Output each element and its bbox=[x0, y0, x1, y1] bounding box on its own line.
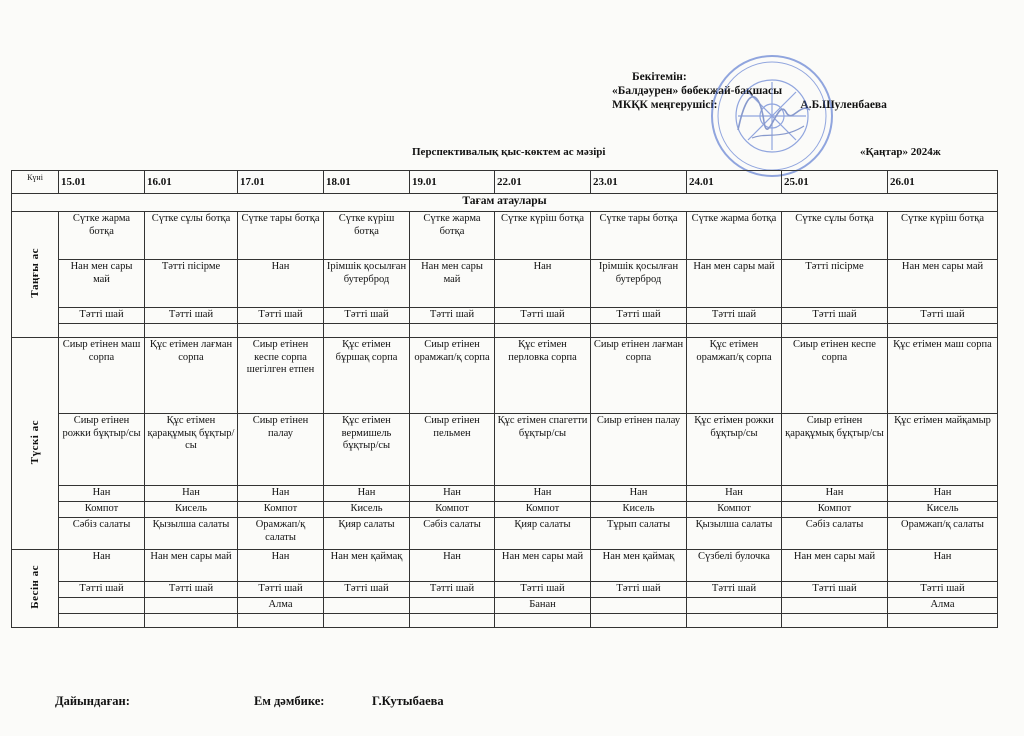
menu-cell: Сиыр етінен пельмен bbox=[410, 414, 495, 486]
menu-cell: Құс етімен орамжап/қ сорпа bbox=[687, 338, 782, 414]
lunch-row bbox=[12, 414, 998, 486]
snack-row bbox=[12, 598, 998, 614]
menu-cell: Нан bbox=[782, 486, 888, 502]
menu-cell: Нан bbox=[495, 260, 591, 308]
menu-cell: Құс етімен спагетти бұқтыр/сы bbox=[495, 414, 591, 486]
menu-cell: Нан мен сары май bbox=[410, 260, 495, 308]
menu-cell: Компот bbox=[238, 502, 324, 518]
menu-cell: Тәтті шай bbox=[324, 308, 410, 324]
dates-row bbox=[12, 171, 998, 194]
menu-cell: Құс етімен бұршақ сорпа bbox=[324, 338, 410, 414]
menu-cell bbox=[238, 324, 324, 338]
menu-cell bbox=[591, 598, 687, 614]
menu-cell: Нан bbox=[495, 486, 591, 502]
breakfast-row bbox=[12, 308, 998, 324]
menu-cell bbox=[687, 598, 782, 614]
menu-cell: Тәтті шай bbox=[782, 308, 888, 324]
menu-cell: Кисель bbox=[145, 502, 238, 518]
menu-cell bbox=[495, 324, 591, 338]
menu-cell: Құс етімен маш сорпа bbox=[888, 338, 998, 414]
menu-cell: Құс етімен қарақұмық бұқтыр/сы bbox=[145, 414, 238, 486]
menu-cell bbox=[888, 614, 998, 628]
menu-cell: Сиыр етінен маш сорпа bbox=[59, 338, 145, 414]
menu-cell bbox=[410, 614, 495, 628]
menu-cell: Тәтті шай bbox=[410, 308, 495, 324]
menu-cell: Ірімшік қосылған бутерброд bbox=[324, 260, 410, 308]
menu-cell: Қызылша салаты bbox=[687, 518, 782, 550]
menu-cell: Сиыр етінен рожки бұқтыр/сы bbox=[59, 414, 145, 486]
menu-cell: Нан bbox=[888, 486, 998, 502]
menu-cell: Тәтті шай bbox=[495, 308, 591, 324]
menu-cell: Сүтке жарма ботқа bbox=[59, 212, 145, 260]
menu-cell: Тәтті шай bbox=[888, 308, 998, 324]
menu-cell: Нан bbox=[238, 550, 324, 582]
menu-cell: Нан bbox=[410, 486, 495, 502]
lunch-row bbox=[12, 502, 998, 518]
menu-cell: Нан bbox=[591, 486, 687, 502]
menu-cell: Қияр салаты bbox=[324, 518, 410, 550]
menu-cell bbox=[591, 324, 687, 338]
menu-cell: Тәтті шай bbox=[410, 582, 495, 598]
menu-cell bbox=[495, 614, 591, 628]
dishes-subtitle: Тағам атаулары bbox=[12, 194, 998, 212]
menu-cell: Сиыр етінен орамжап/қ сорпа bbox=[410, 338, 495, 414]
menu-cell: Нан мен сары май bbox=[888, 260, 998, 308]
menu-cell: Нан bbox=[59, 486, 145, 502]
menu-cell: Тәтті шай bbox=[591, 308, 687, 324]
approval-heading: Бекітемін: bbox=[632, 71, 687, 83]
menu-cell: Сиыр етінен палау bbox=[591, 414, 687, 486]
menu-cell: Сүзбелі булочка bbox=[687, 550, 782, 582]
menu-cell bbox=[59, 614, 145, 628]
snack-label: Бесін ас bbox=[28, 564, 41, 609]
menu-cell: Кисель bbox=[888, 502, 998, 518]
menu-cell: Құс етімен вермишель бұқтыр/сы bbox=[324, 414, 410, 486]
menu-cell: Сиыр етінен лағман сорпа bbox=[591, 338, 687, 414]
menu-cell: Орамжап/қ салаты bbox=[888, 518, 998, 550]
menu-cell bbox=[145, 324, 238, 338]
lunch-row bbox=[12, 518, 998, 550]
menu-cell bbox=[591, 614, 687, 628]
date-cell: 19.01 bbox=[410, 171, 495, 194]
nurse-label: Ем дәмбике: bbox=[254, 694, 325, 708]
menu-cell bbox=[410, 324, 495, 338]
menu-cell: Компот bbox=[782, 502, 888, 518]
menu-cell: Сиыр етінен кеспе сорпа bbox=[782, 338, 888, 414]
lunch-label-cell bbox=[12, 338, 59, 550]
menu-cell: Тәтті шай bbox=[687, 582, 782, 598]
snack-row bbox=[12, 614, 998, 628]
approval-signer-name: А.Б.Шуленбаева bbox=[800, 99, 887, 111]
menu-cell: Нан bbox=[687, 486, 782, 502]
menu-cell: Нан мен қаймақ bbox=[591, 550, 687, 582]
menu-cell: Қызылша салаты bbox=[145, 518, 238, 550]
menu-cell: Құс етімен майқамыр bbox=[888, 414, 998, 486]
menu-cell: Тәтті шай bbox=[888, 582, 998, 598]
menu-cell: Сүтке күріш ботқа bbox=[888, 212, 998, 260]
snack-row bbox=[12, 582, 998, 598]
menu-cell: Алма bbox=[888, 598, 998, 614]
menu-cell: Ірімшік қосылған бутерброд bbox=[591, 260, 687, 308]
snack-label-cell bbox=[12, 550, 59, 628]
menu-cell: Нан bbox=[59, 550, 145, 582]
menu-cell: Сүтке жарма ботқа bbox=[410, 212, 495, 260]
menu-cell bbox=[59, 598, 145, 614]
menu-cell: Нан мен қаймақ bbox=[324, 550, 410, 582]
approval-organization: «Балдәурен» бөбекжай-бақшасы bbox=[612, 85, 783, 97]
approval-position-label: МКҚК меңгерушісі: bbox=[612, 99, 718, 111]
date-cell: 18.01 bbox=[324, 171, 410, 194]
menu-cell: Нан мен сары май bbox=[687, 260, 782, 308]
menu-cell: Сәбіз салаты bbox=[59, 518, 145, 550]
menu-cell: Нан bbox=[238, 486, 324, 502]
menu-cell: Компот bbox=[687, 502, 782, 518]
menu-cell: Тәтті шай bbox=[238, 308, 324, 324]
snack-row bbox=[12, 550, 998, 582]
breakfast-row bbox=[12, 212, 998, 260]
menu-cell: Тәтті шай bbox=[687, 308, 782, 324]
menu-cell: Банан bbox=[495, 598, 591, 614]
menu-cell: Тәтті шай bbox=[59, 582, 145, 598]
menu-cell: Нан мен сары май bbox=[145, 550, 238, 582]
menu-cell: Компот bbox=[410, 502, 495, 518]
menu-cell bbox=[324, 614, 410, 628]
menu-cell bbox=[238, 614, 324, 628]
menu-cell: Сиыр етінен палау bbox=[238, 414, 324, 486]
menu-cell: Сүтке жарма ботқа bbox=[687, 212, 782, 260]
date-cell: 24.01 bbox=[687, 171, 782, 194]
menu-table bbox=[11, 170, 998, 628]
date-cell: 26.01 bbox=[888, 171, 998, 194]
menu-cell: Компот bbox=[59, 502, 145, 518]
nurse-name: Г.Кутыбаева bbox=[372, 694, 444, 708]
menu-cell: Тәтті шай bbox=[782, 582, 888, 598]
menu-cell bbox=[145, 598, 238, 614]
menu-cell: Тәтті шай bbox=[591, 582, 687, 598]
menu-cell bbox=[324, 598, 410, 614]
menu-cell bbox=[687, 614, 782, 628]
menu-cell: Сүтке сұлы ботқа bbox=[145, 212, 238, 260]
prepared-by-label: Дайындаған: bbox=[55, 694, 130, 708]
menu-cell: Нан bbox=[888, 550, 998, 582]
menu-cell bbox=[782, 598, 888, 614]
menu-cell: Нан мен сары май bbox=[59, 260, 145, 308]
menu-cell: Сиыр етінен кеспе сорпа шегілген етпен bbox=[238, 338, 324, 414]
date-cell: 22.01 bbox=[495, 171, 591, 194]
subtitle-row bbox=[12, 194, 998, 212]
menu-cell: Құс етімен рожки бұқтыр/сы bbox=[687, 414, 782, 486]
day-label: Күні bbox=[12, 171, 59, 194]
menu-cell: Сүтке тары ботқа bbox=[591, 212, 687, 260]
menu-cell: Сәбіз салаты bbox=[782, 518, 888, 550]
date-cell: 25.01 bbox=[782, 171, 888, 194]
menu-cell: Нан мен сары май bbox=[495, 550, 591, 582]
menu-cell: Сәбіз салаты bbox=[410, 518, 495, 550]
menu-cell: Нан мен сары май bbox=[782, 550, 888, 582]
breakfast-row bbox=[12, 324, 998, 338]
menu-cell bbox=[145, 614, 238, 628]
menu-cell bbox=[410, 598, 495, 614]
breakfast-row bbox=[12, 260, 998, 308]
menu-cell bbox=[324, 324, 410, 338]
menu-cell: Нан bbox=[145, 486, 238, 502]
menu-cell bbox=[888, 324, 998, 338]
menu-cell: Компот bbox=[495, 502, 591, 518]
menu-cell: Нан bbox=[410, 550, 495, 582]
menu-cell: Сүтке тары ботқа bbox=[238, 212, 324, 260]
menu-cell bbox=[782, 324, 888, 338]
menu-cell: Орамжап/қ салаты bbox=[238, 518, 324, 550]
menu-cell: Тәтті шай bbox=[145, 308, 238, 324]
menu-cell: Тәтті пісірме bbox=[145, 260, 238, 308]
lunch-row bbox=[12, 338, 998, 414]
menu-cell: Сүтке күріш ботқа bbox=[495, 212, 591, 260]
menu-cell: Сүтке күріш ботқа bbox=[324, 212, 410, 260]
date-cell: 16.01 bbox=[145, 171, 238, 194]
menu-cell: Қияр салаты bbox=[495, 518, 591, 550]
menu-cell: Құс етімен перловка сорпа bbox=[495, 338, 591, 414]
menu-cell: Сиыр етінен қарақұмық бұқтыр/сы bbox=[782, 414, 888, 486]
menu-cell: Тәтті шай bbox=[238, 582, 324, 598]
menu-cell: Алма bbox=[238, 598, 324, 614]
menu-cell: Тәтті шай bbox=[145, 582, 238, 598]
date-cell: 17.01 bbox=[238, 171, 324, 194]
menu-cell: Сүтке сұлы ботқа bbox=[782, 212, 888, 260]
menu-cell bbox=[782, 614, 888, 628]
menu-cell: Кисель bbox=[591, 502, 687, 518]
menu-cell: Құс етімен лағман сорпа bbox=[145, 338, 238, 414]
menu-cell: Тәтті шай bbox=[59, 308, 145, 324]
lunch-row bbox=[12, 486, 998, 502]
month-year: «Қаңтар» 2024ж bbox=[860, 146, 941, 158]
menu-cell bbox=[687, 324, 782, 338]
menu-cell: Тәтті шай bbox=[324, 582, 410, 598]
menu-cell: Нан bbox=[324, 486, 410, 502]
menu-title: Перспективалық қыс-көктем ас мәзірі bbox=[412, 146, 606, 158]
menu-cell: Кисель bbox=[324, 502, 410, 518]
breakfast-label-cell bbox=[12, 212, 59, 338]
official-stamp-icon bbox=[708, 52, 836, 180]
menu-cell: Тәтті пісірме bbox=[782, 260, 888, 308]
menu-cell: Нан bbox=[238, 260, 324, 308]
menu-cell: Тәтті шай bbox=[495, 582, 591, 598]
menu-cell bbox=[59, 324, 145, 338]
lunch-label: Түскі ас bbox=[28, 419, 41, 464]
date-cell: 23.01 bbox=[591, 171, 687, 194]
breakfast-label: Таңғы ас bbox=[28, 247, 41, 298]
menu-cell: Тұрып салаты bbox=[591, 518, 687, 550]
date-cell: 15.01 bbox=[59, 171, 145, 194]
